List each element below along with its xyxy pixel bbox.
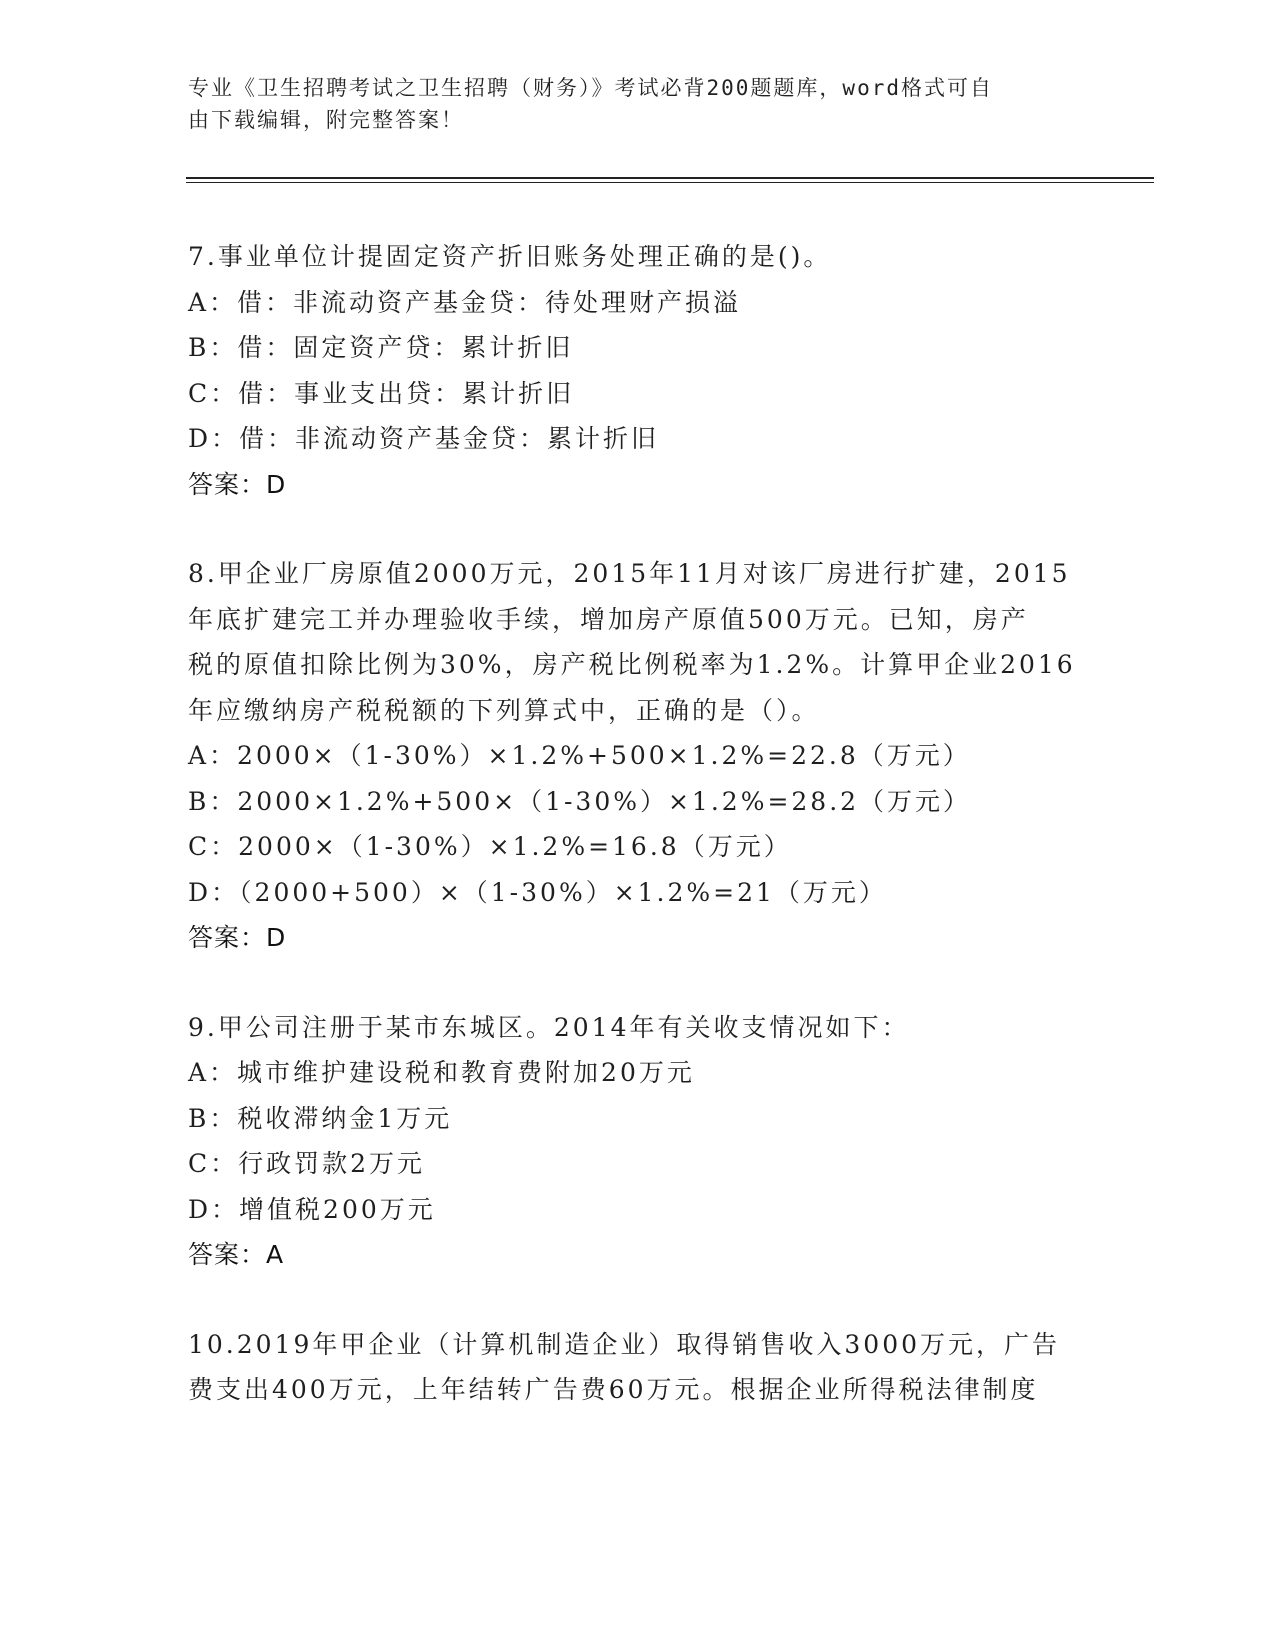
option-a: A：城市维护建设税和教育费附加20万元 (188, 1058, 695, 1087)
option-c: C：2000×（1-30%）×1.2%=16.8（万元） (188, 832, 792, 861)
document-header (188, 72, 1068, 136)
option-d: D：增值税200万元 (188, 1194, 436, 1224)
option-a: A：借：非流动资产基金贷：待处理财产损溢 (188, 287, 742, 317)
option-b: B：税收滞纳金1万元 (188, 1103, 453, 1133)
option-c: C：行政罚款2万元 (188, 1149, 426, 1178)
header-line-2: 由下载编辑，附完整答案！ (188, 108, 464, 132)
answer: 答案：A (188, 1240, 285, 1269)
question-stem-line: 8.甲企业厂房原值2000万元，2015年11月对该厂房进行扩建，2015 (188, 559, 1071, 588)
option-d: D：（2000+500）×（1-30%）×1.2%=21（万元） (188, 877, 887, 907)
question-9 (188, 1005, 1088, 1278)
question-list (188, 234, 1088, 1457)
header-line-1: 专业《卫生招聘考试之卫生招聘（财务）》考试必背200题题库，word格式可自 (188, 76, 993, 100)
option-d: D：借：非流动资产基金贷：累计折旧 (188, 424, 660, 453)
option-b: B：借：固定资产贷：累计折旧 (188, 333, 574, 362)
option-b: B：2000×1.2%+500×（1-30%）×1.2%=28.2（万元） (188, 786, 972, 816)
header-divider-thin (186, 182, 1154, 183)
question-stem-line: 税的原值扣除比例为30%，房产税比例税率为1.2%。计算甲企业2016 (188, 650, 1076, 679)
answer: 答案：D (188, 923, 287, 952)
answer: 答案：D (188, 469, 287, 499)
question-stem-line: 年应缴纳房产税税额的下列算式中，正确的是（）。 (188, 695, 820, 725)
option-c: C：借：事业支出贷：累计折旧 (188, 378, 575, 408)
question-7 (188, 234, 1088, 507)
question-8 (188, 551, 1088, 961)
question-stem: 9.甲公司注册于某市东城区。2014年有关收支情况如下： (188, 1012, 910, 1042)
question-stem-line: 10.2019年甲企业（计算机制造企业）取得销售收入3000万元，广告 (188, 1329, 1061, 1359)
question-stem: 7.事业单位计提固定资产折旧账务处理正确的是()。 (188, 242, 832, 271)
option-a: A：2000×（1-30%）×1.2%+500×1.2%=22.8（万元） (188, 741, 971, 770)
question-stem-line: 费支出400万元，上年结转广告费60万元。根据企业所得税法律制度 (188, 1375, 1039, 1404)
question-stem-line: 年底扩建完工并办理验收手续，增加房产原值500万元。已知，房产 (188, 604, 1029, 634)
header-divider-thick (186, 177, 1154, 179)
question-10 (188, 1322, 1088, 1413)
